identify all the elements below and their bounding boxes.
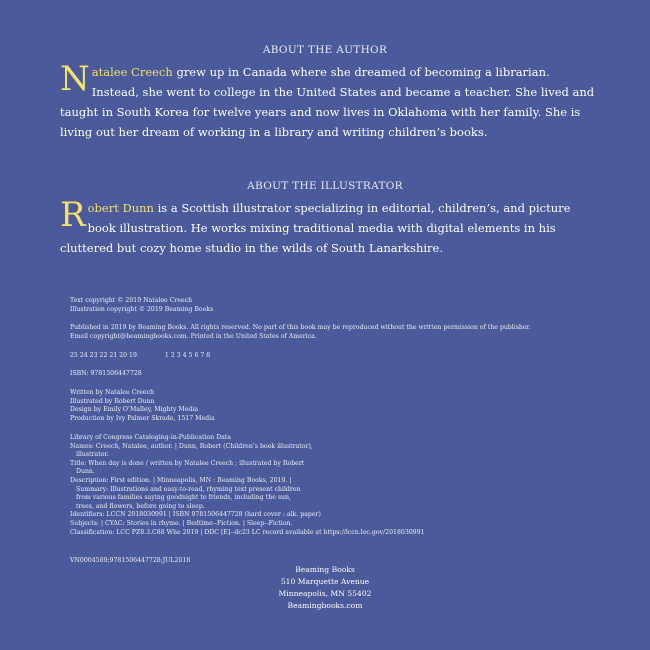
printing-numbers xyxy=(70,352,590,361)
street-address: 510 Marquette Avenue xyxy=(280,577,370,586)
published-line-1: Published in 2019 by Beaming Books. All rights reserved. No part of this book may be reproduced without the written permission of the publisher. xyxy=(70,324,531,331)
cip-block xyxy=(70,434,590,537)
credit-line: Illustrated by Robert Dunn xyxy=(70,397,155,405)
printing-years: 25 24 23 22 21 20 19 xyxy=(70,352,137,359)
printing-sequence: 1 2 3 4 5 6 7 8 xyxy=(164,352,211,359)
cip-line: Dunn. xyxy=(76,468,95,476)
cip-line: Summary: Illustrations and easy-to-read, rhyming text present children xyxy=(76,485,301,493)
cip-line: Description: First edition. | Minneapolis, MN : Beaming Books, 2019. | xyxy=(70,476,292,484)
cip-line: from various families saying goodnight to friends, including the sun, xyxy=(76,494,291,502)
cip-line: Classification: LCC PZ8.3.C88 Whe 2019 | DDC [E]--dc23 LC record available at https://lccn.loc.gov/2018030991 xyxy=(70,528,425,536)
credits-block xyxy=(70,389,590,423)
city-state-zip: Minneapolis, MN 55402 xyxy=(278,589,372,598)
cip-title: Library of Congress Cataloging-in-Publication Data xyxy=(70,434,231,441)
publisher-website: Beamingbooks.com xyxy=(287,601,363,610)
illustrator-bio-text: is a Scottish illustrator specializing in editorial, children’s, and picture book illustration. He works mixing traditional media with digital elements in his cluttered but cozy home studio in the wilds of South Lanarkshire. xyxy=(60,201,571,255)
publisher-notice xyxy=(70,324,590,341)
cip-line: Names: Creech, Natalee, author. | Dunn, Robert (Children’s book illustrator), xyxy=(70,442,313,450)
publisher-address xyxy=(0,564,650,612)
about-author-heading: ABOUT THE AUTHOR xyxy=(262,44,388,56)
cip-line: trees, and flowers, before going to sleep. xyxy=(76,502,205,510)
about-illustrator-heading: ABOUT THE ILLUSTRATOR xyxy=(247,180,403,192)
illustrator-name: obert Dunn xyxy=(87,201,154,215)
vn-code: VN0004589;9781506447728;JUL2018 xyxy=(70,557,191,564)
published-line-2: Email copyright@beamingbooks.com. Printed in the United States of America. xyxy=(70,332,317,340)
text-copyright: Text copyright © 2019 Natalee Creech xyxy=(70,297,193,304)
credit-line: Written by Natalee Creech xyxy=(70,389,155,396)
illustration-copyright: Illustration copyright © 2019 Beaming Books xyxy=(70,305,214,313)
cip-line: Identifiers: LCCN 2018030991 | ISBN 9781506447728 (hard cover : alk. paper) xyxy=(70,511,321,519)
author-bio xyxy=(60,59,600,142)
illustrator-bio xyxy=(60,195,600,258)
author-drop-cap: N xyxy=(60,59,90,99)
illustrator-drop-cap: R xyxy=(60,195,86,235)
isbn: ISBN: 9781506447728 xyxy=(70,370,142,377)
author-name: atalee Creech xyxy=(91,65,173,79)
credit-line: Production by Ivy Palmer Skrade, 1517 Media xyxy=(70,414,215,422)
cip-line: Subjects: | CYAC: Stories in rhyme. | Bedtime--Fiction. | Sleep--Fiction. xyxy=(70,519,293,527)
cip-line: Title: When day is done / written by Natalee Creech ; illustrated by Robert xyxy=(70,459,305,467)
author-bio-text: grew up in Canada where she dreamed of becoming a librarian. Instead, she went to college in the United States and became a teacher. She lived and taught in South Korea for twelve years and now lives in Oklahoma with her family. She is living out her dream of working in a library and writing children’s books. xyxy=(60,65,595,139)
publisher-name: Beaming Books xyxy=(295,565,355,574)
credit-line: Design by Emily O’Malley, Mighty Media xyxy=(70,406,199,414)
copyright-block xyxy=(70,297,590,314)
cip-line: illustrator. xyxy=(76,451,109,459)
